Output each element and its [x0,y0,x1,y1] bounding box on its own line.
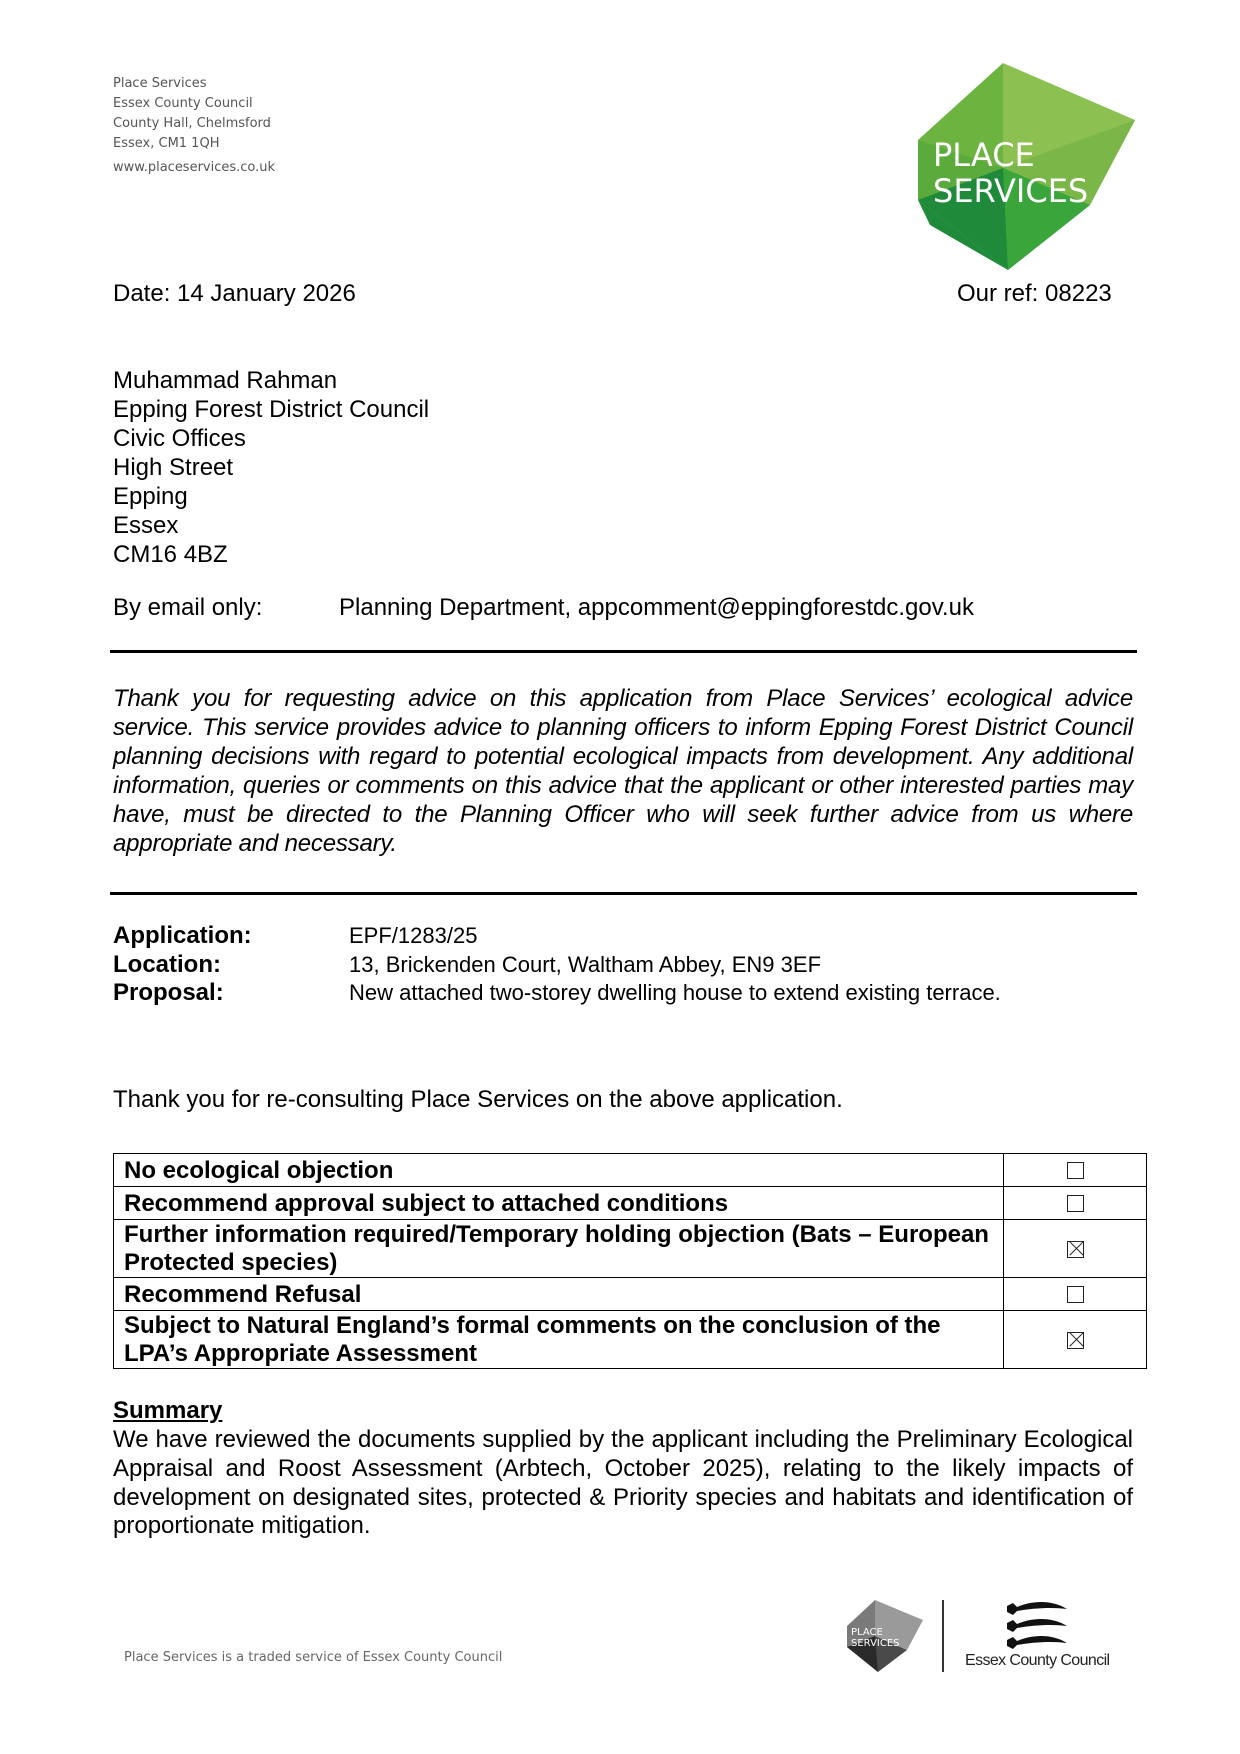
detail-value: 13, Brickenden Court, Waltham Abbey, EN9 3EF [349,951,822,977]
detail-value: EPF/1283/25 [349,923,478,948]
recipient-line: Epping Forest District Council [113,396,430,423]
table-row [114,1278,1147,1311]
footer-logo-text-services: SERVICES [851,1638,900,1649]
logo-text-services: SERVICES [933,172,1089,210]
letterhead-address [113,74,275,178]
recipient-address [113,366,429,569]
email-row [113,594,974,622]
recipient-postcode: CM16 4BZ [113,541,228,568]
detail-row-location [113,950,822,980]
footer-divider [942,1600,944,1672]
place-services-logo [915,60,1140,275]
essex-seax-icon [1003,1598,1069,1650]
checkbox-checked-icon[interactable] [1067,1332,1084,1349]
footer-note: Place Services is a traded service of Essex County Council [124,1650,503,1665]
detail-label: Application: [113,922,252,949]
checkbox-unchecked-icon[interactable] [1067,1195,1084,1212]
essex-county-council-wordmark: Essex County Council [965,1652,1110,1669]
letterhead-line: Place Services [113,76,207,91]
recipient-line: High Street [113,454,234,481]
decision-label: Recommend approval subject to attached conditions [114,1187,1004,1220]
letterhead-line: County Hall, Chelmsford [113,116,271,131]
divider-rule [110,892,1137,895]
decision-label: Further information required/Temporary holding objection (Bats – European Protected species) [114,1220,1004,1278]
email-label: By email only: [113,594,263,621]
reconsult-statement: Thank you for re-consulting Place Services on the above application. [113,1086,843,1113]
decision-label: Recommend Refusal [114,1278,1004,1311]
recipient-line: Epping [113,483,188,510]
detail-row-proposal [113,979,1001,1008]
detail-value: New attached two-storey dwelling house to extend existing terrace. [349,980,1001,1005]
table-row [114,1220,1147,1278]
place-services-mono-logo [845,1598,925,1674]
letter-date: Date: 14 January 2026 [113,280,356,307]
letterhead-website: www.placeservices.co.uk [113,160,276,175]
checkbox-unchecked-icon[interactable] [1067,1286,1084,1303]
intro-paragraph: Thank you for requesting advice on this application from Place Services’ ecological advice service. This service provides advice to planning officers to inform Epping Forest District Council planning decisions with regard to potential ecological impacts from development. Any additional information, queries or comments on this advice that the applicant or other interested parties may have, must be directed to the Planning Officer who will seek further advice from us where appropriate and necessary. [113,685,1133,857]
recipient-name: Muhammad Rahman [113,367,338,394]
table-row [114,1187,1147,1220]
recipient-line: Essex [113,512,179,539]
summary-paragraph: We have reviewed the documents supplied by the applicant including the Preliminary Ecological Appraisal and Roost Assessment (Arbtech, October 2025), relating to the likely impacts of development on designated sites, protected & Priority species and habitats and identification of proportionate mitigation. [113,1426,1133,1540]
decision-label: No ecological objection [114,1154,1004,1187]
recipient-line: Civic Offices [113,425,246,452]
detail-label: Location: [113,950,221,978]
logo-text-place: PLACE [933,136,1035,174]
detail-label: Proposal: [113,979,224,1006]
our-ref: Our ref: 08223 [957,280,1112,307]
application-details [113,922,1001,1008]
detail-row-application [113,922,478,951]
table-row [114,1154,1147,1187]
email-recipient: Planning Department, appcomment@eppingforestdc.gov.uk [339,594,974,621]
divider-rule [110,650,1137,653]
summary-heading: Summary [113,1397,223,1424]
table-row [114,1311,1147,1369]
decision-table [113,1153,1147,1369]
letterhead-line: Essex, CM1 1QH [113,136,220,151]
checkbox-unchecked-icon[interactable] [1067,1162,1084,1179]
decision-label: Subject to Natural England’s formal comments on the conclusion of the LPA’s Appropriate Assessment [114,1311,1004,1369]
footer-logo-text-place: PLACE [851,1627,883,1638]
letterhead-line: Essex County Council [113,96,253,111]
checkbox-checked-icon[interactable] [1067,1241,1084,1258]
